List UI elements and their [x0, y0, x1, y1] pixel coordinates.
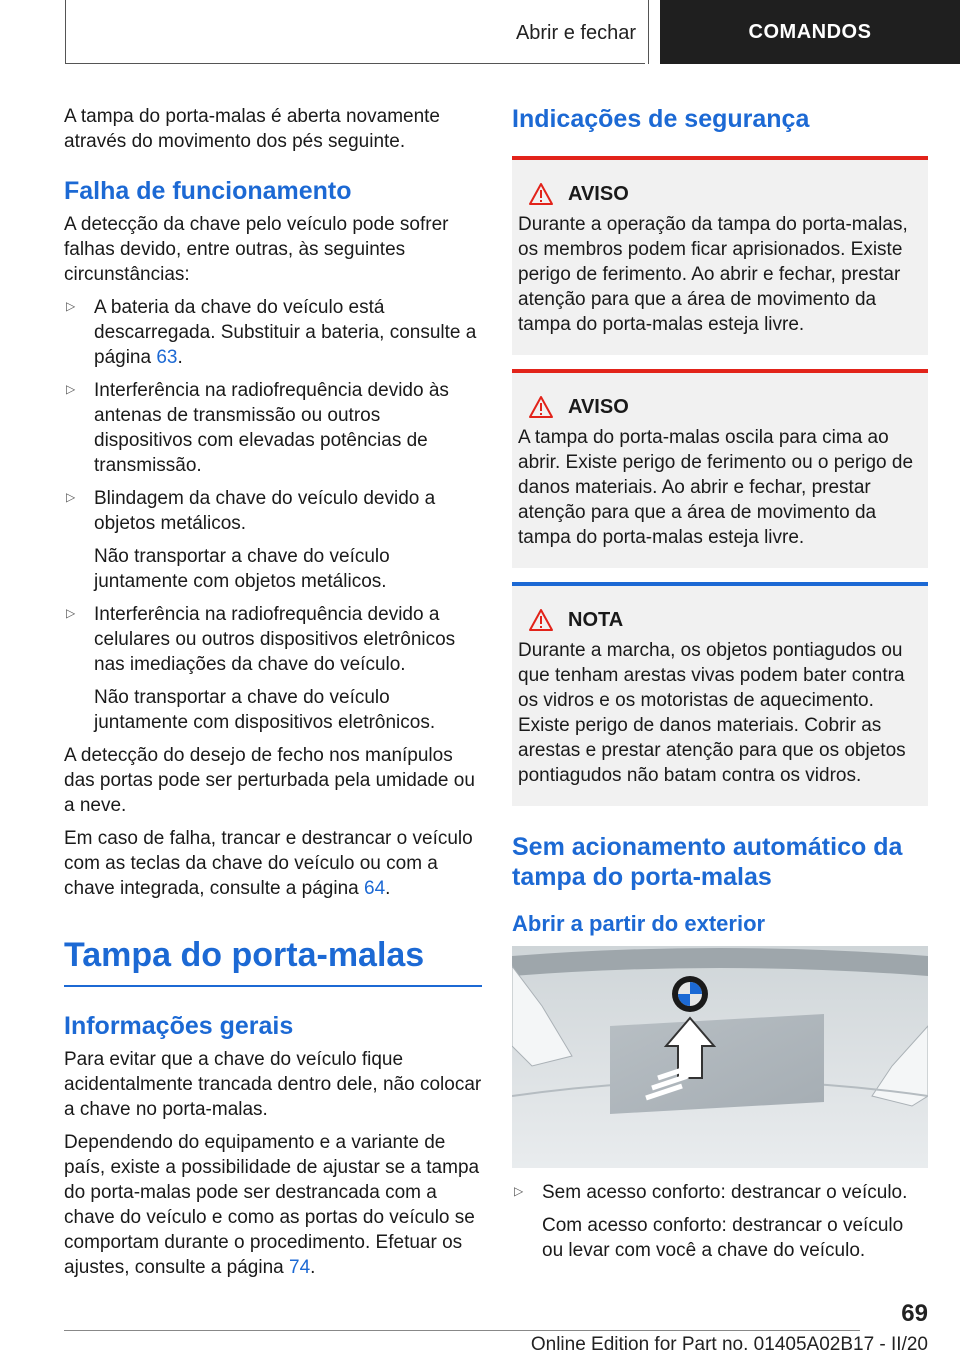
list-item-text: Sem acesso conforto: destrancar o veículo.: [542, 1182, 908, 1203]
no-auto-heading: Sem acionamento automático da tampa do porta-malas: [512, 833, 903, 891]
warning-triangle-icon: [528, 608, 554, 632]
note-box: [512, 582, 928, 806]
header-section-title: Abrir e fechar: [515, 22, 636, 44]
open-outside-list: [512, 1180, 928, 1263]
header-chapter-label: COMANDOS: [748, 20, 872, 43]
warning-label: AVISO: [568, 182, 629, 205]
list-item: [512, 1180, 928, 1263]
warning-title: [518, 182, 922, 206]
failure-text: Em caso de falha, trancar e destrancar o veículo com as teclas da chave do veículo ou com a chave integrada, consulte a página: [64, 828, 473, 899]
footer-rule: [64, 1330, 860, 1331]
header-separator: [648, 0, 649, 64]
list-item-punct: .: [177, 347, 183, 368]
warning-label: AVISO: [568, 395, 629, 418]
list-item-extra: Com acesso conforto: destrancar o veículo ou levar com você a chave do veículo.: [542, 1215, 904, 1261]
list-item: [64, 486, 482, 594]
header-left-rule: [65, 0, 66, 64]
page-ref-link[interactable]: 74: [289, 1257, 311, 1278]
open-outside-heading: Abrir a partir do exterior: [512, 911, 766, 936]
list-item-extra: Não transportar a chave do veículo juntamente com objetos metálicos.: [94, 546, 390, 592]
warning-box: [512, 369, 928, 568]
bullet-triangle-icon: ▷: [66, 606, 76, 620]
failure-punct: .: [385, 878, 391, 899]
list-item-text: Interferência na radiofrequência devido às antenas de transmissão ou outros dispositivos com elevadas potências de transmissão.: [94, 380, 449, 476]
trunk-heading: Tampa do porta-malas: [64, 935, 482, 987]
list-item-text: Blindagem da chave do veículo devido a objetos metálicos.: [94, 488, 436, 534]
malfunction-text: A detecção da chave pelo veículo pode sofrer falhas devido, entre outras, às seguintes circunstâncias:: [64, 214, 449, 285]
warning-title: [518, 395, 922, 419]
bullet-triangle-icon: ▷: [66, 299, 76, 313]
header-bottom-rule: [65, 63, 645, 64]
left-column: [64, 104, 482, 1288]
general-info-punct: .: [310, 1257, 316, 1278]
note-label: NOTA: [568, 608, 624, 631]
safety-heading: Indicações de segurança: [512, 105, 810, 133]
warning-triangle-icon: [528, 182, 554, 206]
note-text: Durante a marcha, os objetos pontiagudos ou que tenham arestas vivas podem bater contra os vidros e os motoristas de aquecimento. Existe perigo de danos materiais. Cobrir as arestas e prestar atenção para que os objetos pontiagudos não batam contra os vidros.: [518, 640, 906, 786]
failure-paragraph: [64, 826, 482, 901]
page-number: 69: [901, 1300, 928, 1327]
general-info-p2: [64, 1130, 482, 1280]
intro-paragraph: A tampa do porta-malas é aberta novamente através do movimento dos pés seguinte.: [64, 106, 441, 152]
malfunction-heading: Falha de funcionamento: [64, 177, 352, 205]
bullet-triangle-icon: ▷: [66, 382, 76, 396]
warning-text: Durante a operação da tampa do porta-malas, os membros podem ficar aprisionados. Existe perigo de ferimento. Ao abrir e fechar, prestar atenção para que a área de movimento da tampa do porta-malas esteja livre.: [518, 214, 908, 335]
header-chapter-tab[interactable]: [660, 0, 960, 64]
general-info-heading: Informações gerais: [64, 1012, 294, 1040]
bullet-triangle-icon: ▷: [514, 1184, 524, 1198]
list-item-text: Interferência na radiofrequência devido a celulares ou outros dispositivos eletrônicos nas imediações da chave do veículo.: [94, 604, 456, 675]
page-ref-link[interactable]: 63: [156, 347, 178, 368]
warning-triangle-icon: [528, 395, 554, 419]
bullet-triangle-icon: ▷: [66, 490, 76, 504]
general-info-p1: Para evitar que a chave do veículo fique acidentalmente trancada dentro dele, não colocar a chave no porta-malas.: [64, 1049, 482, 1120]
page-ref-link[interactable]: 64: [364, 878, 386, 899]
list-item-extra: Não transportar a chave do veículo juntamente com dispositivos eletrônicos.: [94, 687, 436, 733]
list-item: [64, 602, 482, 735]
trunk-photo: [512, 946, 928, 1168]
warning-text: A tampa do porta-malas oscila para cima ao abrir. Existe perigo de ferimento ou o perigo de danos materiais. Ao abrir e fechar, prestar atenção para que a área de movimento da tampa do porta-malas esteja livre.: [518, 427, 914, 548]
note-title: [518, 608, 922, 632]
list-item: [64, 295, 482, 370]
warning-box: [512, 156, 928, 355]
malfunction-list: [64, 295, 482, 735]
right-column: [512, 104, 928, 1271]
list-item-text: A bateria da chave do veículo está descarregada. Substituir a bateria, consulte a página: [94, 297, 477, 368]
humidity-paragraph: A detecção do desejo de fecho nos manípulos das portas pode ser perturbada pela umidade ou a neve.: [64, 745, 475, 816]
footer-edition: Online Edition for Part no. 01405A02B17 - II/20: [530, 1334, 928, 1355]
general-info-text: Dependendo do equipamento e a variante de país, existe a possibilidade de ajustar se a tampa do porta-malas pode ser destrancada com a chave do veículo e como as portas do veículo se comportam durante o procedimento. Efetuar os ajustes, consulte a página: [64, 1132, 480, 1278]
list-item: [64, 378, 482, 478]
